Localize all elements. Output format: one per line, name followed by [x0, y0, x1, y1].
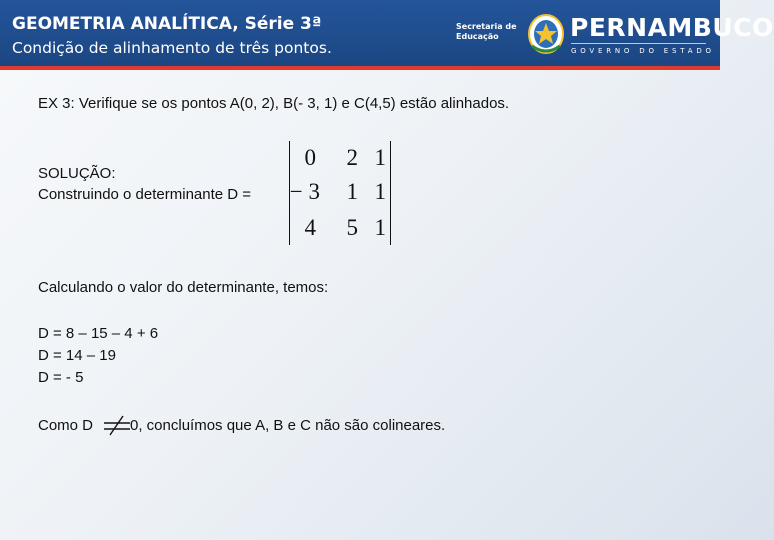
calculation-line-3: D = - 5 [38, 369, 84, 386]
slide-header [0, 0, 774, 66]
state-seal-icon [526, 12, 566, 56]
matrix-cell-r2c2: 1 [346, 179, 358, 204]
matrix-cell-r3c3: 1 [374, 215, 386, 240]
determinant-matrix [289, 141, 391, 245]
calculation-intro: Calculando o valor do determinante, temos: [38, 279, 329, 296]
secretaria-line2: Educação [456, 32, 499, 41]
matrix-cell-r2c3: 1 [374, 179, 386, 204]
state-subtitle: GOVERNO DO ESTADO [571, 47, 715, 55]
header-title: GEOMETRIA ANALÍTICA, Série 3ª [12, 14, 322, 34]
matrix-cell-r3c2: 5 [346, 215, 358, 240]
matrix-cell-r2c1: − 3 [289, 179, 320, 204]
secretaria-line1: Secretaria de [456, 22, 517, 31]
matrix-cell-r1c2: 2 [346, 145, 358, 170]
secretaria-label [456, 22, 517, 42]
matrix-cell-r1c3: 1 [374, 145, 386, 170]
determinant-intro: Construindo o determinante D = [38, 186, 252, 203]
conclusion-prefix: Como D [38, 417, 94, 434]
not-equal-icon [100, 414, 132, 436]
calculation-line-1: D = 8 – 15 – 4 + 6 [38, 325, 159, 342]
header-accent-stripe [0, 66, 720, 70]
state-name: PERNAMBUCO [570, 13, 774, 42]
solution-label: SOLUÇÃO: [38, 165, 116, 182]
state-name-divider [571, 43, 706, 44]
calculation-line-2: D = 14 – 19 [38, 347, 116, 364]
matrix-cell-r1c1: 0 [304, 145, 316, 170]
header-subtitle: Condição de alinhamento de três pontos. [12, 39, 332, 57]
conclusion-text: 0, concluímos que A, B e C não são colineares. [130, 417, 446, 434]
matrix-cell-r3c1: 4 [304, 215, 316, 240]
exercise-statement: EX 3: Verifique se os pontos A(0, 2), B(- 3, 1) e C(4,5) estão alinhados. [38, 95, 510, 112]
